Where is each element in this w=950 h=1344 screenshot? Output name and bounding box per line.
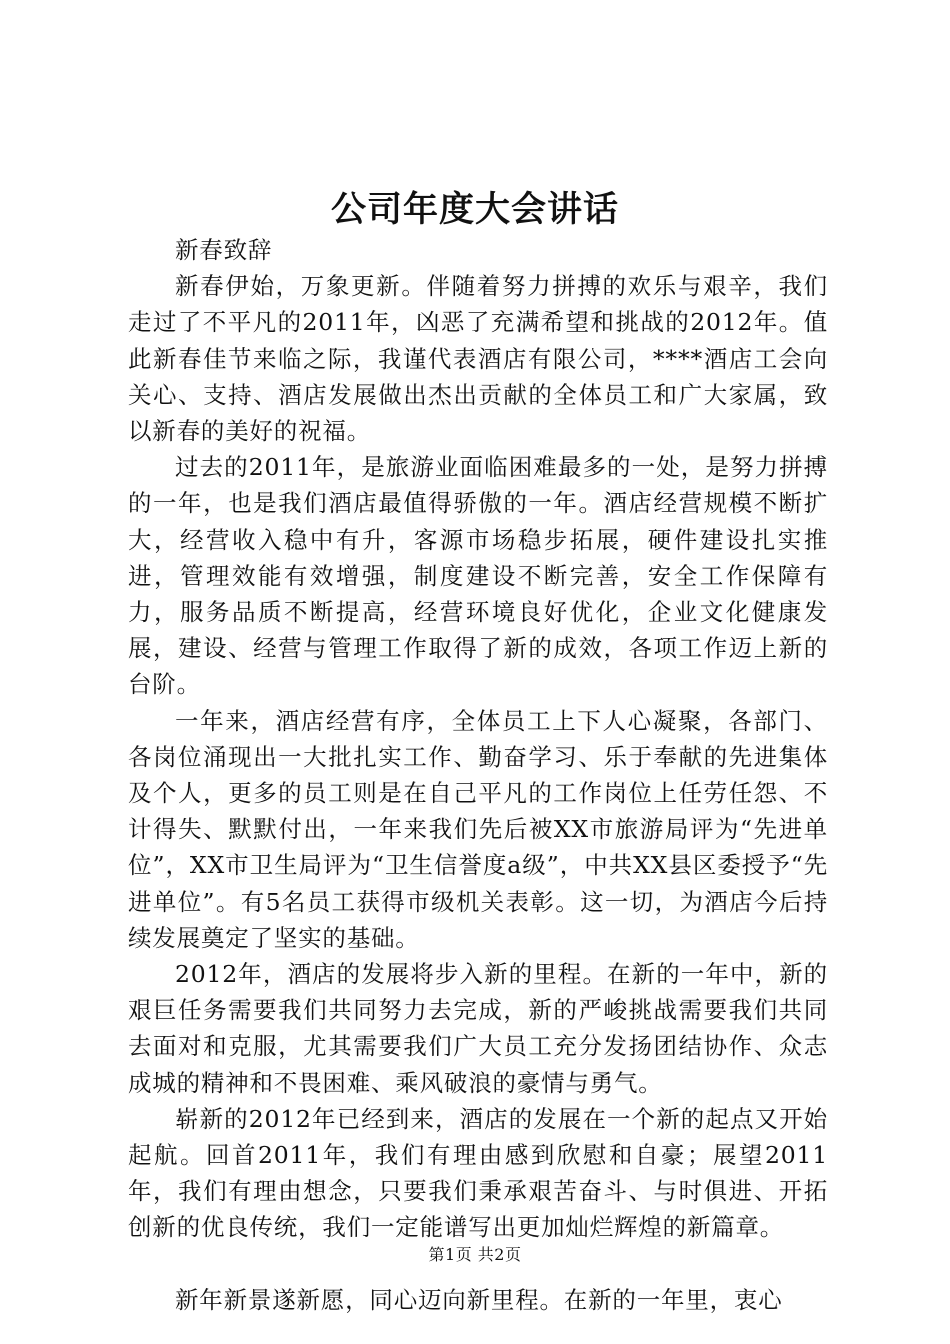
paragraph: 崭新的2012年已经到来，酒店的发展在一个新的起点又开始起航。回首2011年，我们有理由感到欣慰和自豪；展望2011年，我们有理由想念，只要我们秉承艰苦奋斗、与时俱进、开拓创新的优良传统，我们一定能谱写出更加灿烂辉煌的新篇章。 <box>128 1104 828 1242</box>
page-title: 公司年度大会讲话 <box>330 189 619 230</box>
paragraph-greeting-heading: 新春致辞 <box>175 236 273 264</box>
paragraph: 一年来，酒店经营有序，全体员工上下人心凝聚，各部门、各岗位涌现出一大批扎实工作、勤奋学习、乐于奉献的先进集体及个人，更多的员工则是在自己平凡的工作岗位上任劳任怨、不计得失、默默付出，一年来我们先后被XX市旅游局评为“先进单位”，XX市卫生局评为“卫生信誉度a级”，中共XX县区委授予“先进单位”。有5名员工获得市级机关表彰。这一切，为酒店今后持续发展奠定了坚实的基础。 <box>128 706 828 952</box>
paragraph: 2012年，酒店的发展将步入新的里程。在新的一年中，新的艰巨任务需要我们共同努力去完成，新的严峻挑战需要我们共同去面对和克服，尤其需要我们广大员工充分发扬团结协作、众志成城的精神和不畏困难、乘风破浪的豪情与勇气。 <box>128 960 828 1097</box>
paragraph: 新春伊始，万象更新。伴随着努力拼搏的欢乐与艰辛，我们走过了不平凡的2011年，凶恶了充满希望和挑战的2012年。值此新春佳节来临之际，我谨代表酒店有限公司，****酒店工会向关心、支持、酒店发展做出杰出贡献的全体员工和广大家属，致以新春的美好的祝福。 <box>128 272 828 446</box>
paragraph: 新年新景遂新愿，同心迈向新里程。在新的一年里，衷心 <box>175 1285 783 1314</box>
document-body <box>128 232 828 1318</box>
paragraph: 过去的2011年，是旅游业面临困难最多的一处，是努力拼搏的一年，也是我们酒店最值得骄傲的一年。酒店经营规模不断扩大，经营收入稳中有升，客源市场稳步拓展，硬件建设扎实推进，管理效能有效增强，制度建设不断完善，安全工作保障有力，服务品质不断提高，经营环境良好优化，企业文化健康发展，建设、经营与管理工作取得了新的成效，各项工作迈上新的台阶。 <box>128 453 828 699</box>
page-number-footer: 第1页 共2页 <box>428 1245 522 1264</box>
